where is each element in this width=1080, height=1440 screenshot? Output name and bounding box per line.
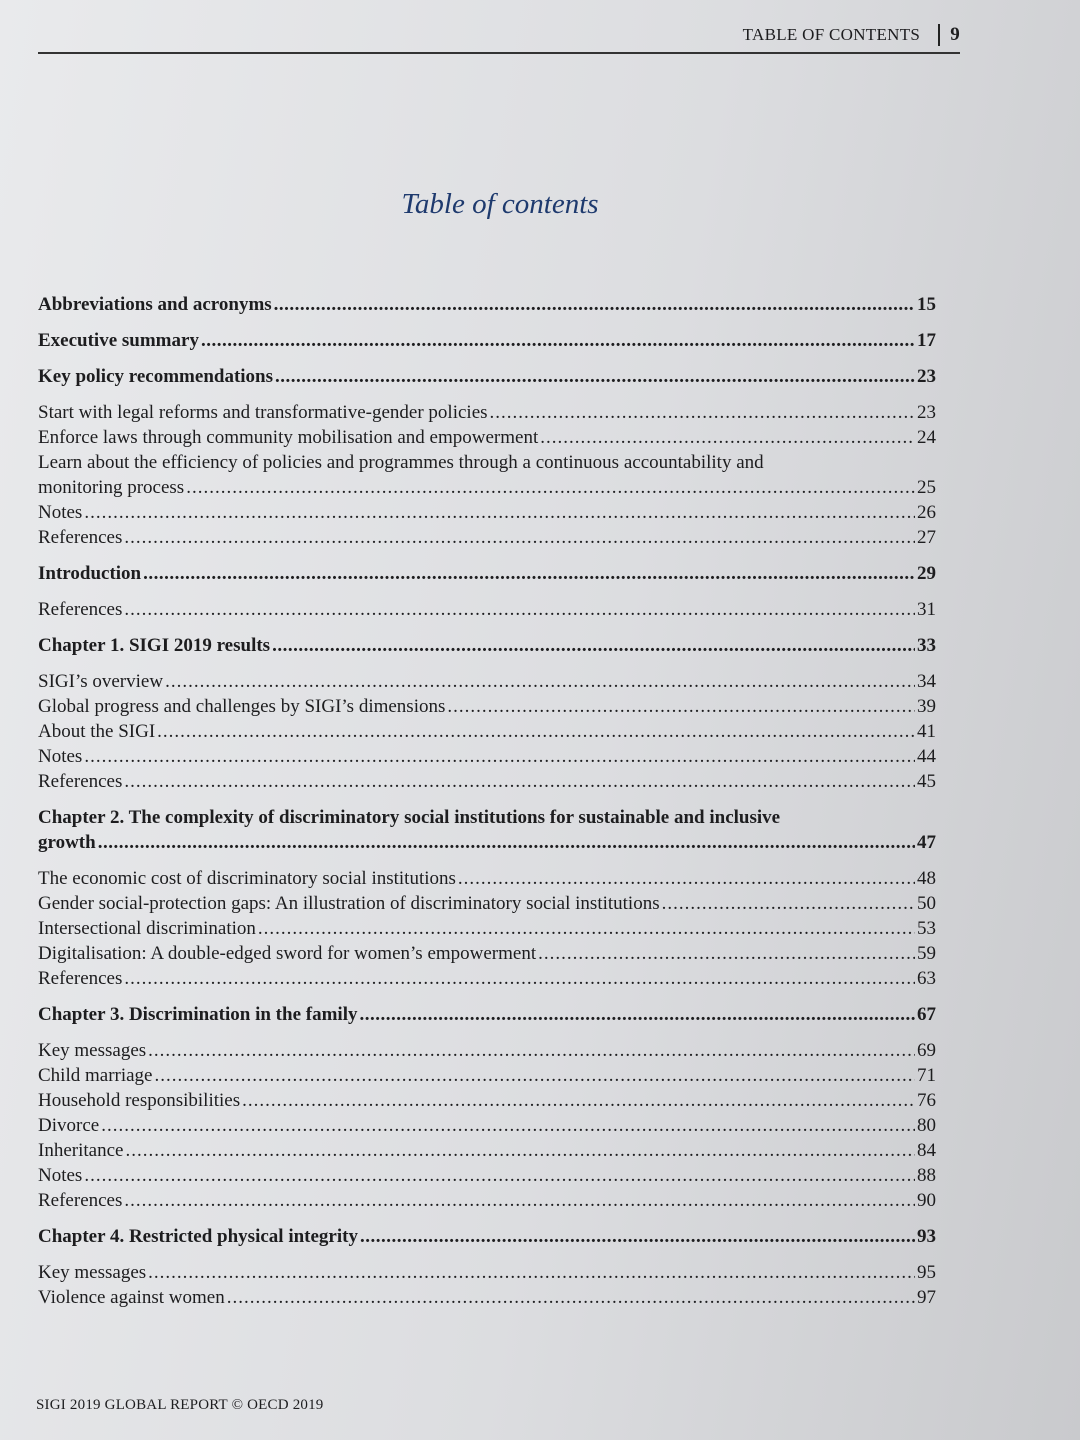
toc-subentry-label: About the SIGI (38, 721, 156, 742)
toc-subentry-page: 80 (917, 1115, 936, 1136)
toc-subentry-page: 50 (917, 893, 936, 914)
toc-subentry-page: 31 (917, 599, 936, 620)
toc-entry-page: 17 (917, 330, 936, 351)
toc-subentry[interactable] (38, 916, 936, 941)
toc-entry-chapter-2-line1[interactable]: Chapter 2. The complexity of discriminatory social institutions for sustainable and inclusive (38, 807, 781, 828)
toc-entry-page: 29 (917, 563, 936, 584)
toc-subentry-page: 88 (917, 1165, 936, 1186)
toc-subentry-label: References (38, 1190, 123, 1211)
toc-subentry[interactable] (38, 941, 936, 966)
toc-subentry-label: Inheritance (38, 1140, 124, 1161)
toc-subentry-label: References (38, 968, 123, 989)
dot-leader (165, 669, 915, 694)
toc-entry-chapter-3[interactable] (38, 1002, 936, 1027)
toc-subentries-chapter-3 (38, 1038, 936, 1213)
dot-leader (124, 597, 915, 622)
toc-subentries-introduction (38, 597, 936, 622)
toc-entry-key-policy-recommendations[interactable] (38, 364, 936, 389)
toc-subentry-label: Violence against women (38, 1287, 225, 1308)
dot-leader (490, 400, 915, 425)
dot-leader (538, 941, 915, 966)
toc-subentry-label: Intersectional discrimination (38, 918, 256, 939)
dot-leader (201, 328, 915, 353)
toc-subentry-page: 27 (917, 527, 936, 548)
toc-entry-label: Introduction (38, 563, 142, 584)
dot-leader (360, 1224, 915, 1249)
dot-leader (84, 744, 915, 769)
header-separator (938, 24, 940, 46)
toc-subentry-label: SIGI’s overview (38, 671, 164, 692)
toc-subentry-label: Child marriage (38, 1065, 153, 1086)
dot-leader (98, 830, 915, 855)
dot-leader (272, 633, 915, 658)
toc-subentry-label: Notes (38, 746, 83, 767)
toc-subentries-chapter-1 (38, 669, 936, 794)
dot-leader (148, 1038, 915, 1063)
toc-subentry-label: Household responsibilities (38, 1090, 241, 1111)
toc-subentries-chapter-2 (38, 866, 936, 991)
dot-leader (359, 1002, 915, 1027)
toc-entry-label: Chapter 4. Restricted physical integrity (38, 1226, 358, 1247)
toc-entry-label: Key policy recommendations (38, 366, 274, 387)
toc-subentry-page: 34 (917, 671, 936, 692)
toc-entry-label: Abbreviations and acronyms (38, 294, 272, 315)
toc-subentry[interactable] (38, 1113, 936, 1138)
toc-subentry-label: References (38, 599, 123, 620)
toc-subentry[interactable] (38, 1088, 936, 1113)
toc-subentry-label: Global progress and challenges by SIGI’s dimensions (38, 696, 446, 717)
dot-leader (274, 292, 915, 317)
toc-subentry-page: 84 (917, 1140, 936, 1161)
toc-subentries-key-policy (38, 400, 936, 550)
running-header (743, 24, 960, 46)
dot-leader (84, 500, 915, 525)
toc-subentry-label: The economic cost of discriminatory social institutions (38, 868, 456, 889)
toc-subentry-page: 59 (917, 943, 936, 964)
toc-subentry-page: 26 (917, 502, 936, 523)
toc-subentry-page: 69 (917, 1040, 936, 1061)
toc-subentry-page: 76 (917, 1090, 936, 1111)
running-header-page-number: 9 (950, 24, 960, 45)
dot-leader (101, 1113, 915, 1138)
dot-leader (540, 425, 915, 450)
toc-subentry[interactable] (38, 1285, 936, 1310)
toc-subentry-label: monitoring process (38, 477, 185, 498)
dot-leader (186, 475, 915, 500)
toc-entry-abbreviations[interactable] (38, 292, 936, 317)
toc-subentry-page: 97 (917, 1287, 936, 1308)
toc-entry-chapter-1[interactable] (38, 633, 936, 658)
dot-leader (258, 916, 915, 941)
dot-leader (242, 1088, 915, 1113)
dot-leader (148, 1260, 915, 1285)
toc-subentry[interactable] (38, 500, 936, 525)
table-of-contents (38, 292, 936, 1310)
toc-subentry[interactable] (38, 669, 936, 694)
toc-subentry[interactable] (38, 525, 936, 550)
toc-subentry-label: Divorce (38, 1115, 100, 1136)
toc-subentry[interactable] (38, 400, 936, 425)
toc-subentry-page: 90 (917, 1190, 936, 1211)
toc-subentry[interactable] (38, 1188, 936, 1213)
toc-subentry-label: Digitalisation: A double-edged sword for women’s empowerment (38, 943, 537, 964)
dot-leader (458, 866, 915, 891)
dot-leader (662, 891, 915, 916)
toc-subentries-chapter-4 (38, 1260, 936, 1310)
toc-subentry-page: 48 (917, 868, 936, 889)
toc-entry-page: 47 (917, 832, 936, 853)
toc-subentry[interactable] (38, 866, 936, 891)
running-header-section: TABLE OF CONTENTS (742, 25, 921, 44)
dot-leader (447, 694, 915, 719)
dot-leader (275, 364, 915, 389)
toc-entry-label: Executive summary (38, 330, 199, 351)
toc-subentry[interactable] (38, 719, 936, 744)
toc-subentry[interactable] (38, 425, 936, 450)
header-rule (38, 52, 960, 54)
toc-subentry[interactable] (38, 1260, 936, 1285)
page-title: Table of contents (401, 188, 599, 220)
toc-entry-page: 33 (917, 635, 936, 656)
toc-subentry-page: 25 (917, 477, 936, 498)
toc-subentry-label: References (38, 771, 123, 792)
toc-subentry-page: 95 (917, 1262, 936, 1283)
dot-leader (155, 1063, 916, 1088)
toc-subentry[interactable] (38, 597, 936, 622)
toc-subentry-page: 23 (917, 402, 936, 423)
dot-leader (124, 966, 915, 991)
dot-leader (84, 1163, 915, 1188)
toc-subentry[interactable] (38, 1163, 936, 1188)
toc-subentry[interactable] (38, 966, 936, 991)
toc-subentry-label: Gender social-protection gaps: An illustration of discriminatory social institutions (38, 893, 660, 914)
toc-subentry-label: Notes (38, 502, 83, 523)
dot-leader (124, 769, 915, 794)
toc-subentry-page: 41 (917, 721, 936, 742)
toc-entry-label: growth (38, 832, 96, 853)
toc-entry-page: 93 (917, 1226, 936, 1247)
toc-entry-page: 15 (917, 294, 936, 315)
dot-leader (157, 719, 915, 744)
toc-entry-executive-summary[interactable] (38, 328, 936, 353)
toc-entry-chapter-2[interactable] (38, 830, 936, 855)
toc-subentry-label: Start with legal reforms and transformative-gender policies (38, 402, 488, 423)
toc-subentry[interactable] (38, 694, 936, 719)
toc-subentry[interactable] (38, 744, 936, 769)
dot-leader (124, 1188, 915, 1213)
dot-leader (124, 525, 915, 550)
toc-subentry-label: Notes (38, 1165, 83, 1186)
page-footer: SIGI 2019 GLOBAL REPORT © OECD 2019 (36, 1397, 324, 1413)
dot-leader (227, 1285, 915, 1310)
toc-subentry-label-line1[interactable]: Learn about the efficiency of policies and programmes through a continuous accountability and (38, 452, 764, 473)
toc-subentry-page: 24 (917, 427, 936, 448)
dot-leader (143, 561, 915, 586)
dot-leader (125, 1138, 915, 1163)
toc-subentry[interactable] (38, 1038, 936, 1063)
toc-subentry-page: 53 (917, 918, 936, 939)
toc-subentry-label: Key messages (38, 1262, 147, 1283)
toc-subentry[interactable] (38, 475, 936, 500)
toc-subentry-page: 45 (917, 771, 936, 792)
toc-subentry-page: 71 (917, 1065, 936, 1086)
toc-entry-introduction[interactable] (38, 561, 936, 586)
toc-subentry[interactable] (38, 1063, 936, 1088)
toc-entry-chapter-4[interactable] (38, 1224, 936, 1249)
toc-subentry-page: 39 (917, 696, 936, 717)
toc-subentry[interactable] (38, 769, 936, 794)
toc-entry-label: Chapter 3. Discrimination in the family (38, 1004, 358, 1025)
toc-subentry[interactable] (38, 1138, 936, 1163)
toc-entry-label: Chapter 1. SIGI 2019 results (38, 635, 271, 656)
toc-entry-page: 23 (917, 366, 936, 387)
toc-subentry-page: 63 (917, 968, 936, 989)
toc-subentry-page: 44 (917, 746, 936, 767)
toc-entry-page: 67 (917, 1004, 936, 1025)
toc-subentry-label: References (38, 527, 123, 548)
toc-subentry-label: Enforce laws through community mobilisation and empowerment (38, 427, 539, 448)
toc-subentry[interactable] (38, 891, 936, 916)
toc-subentry-label: Key messages (38, 1040, 147, 1061)
